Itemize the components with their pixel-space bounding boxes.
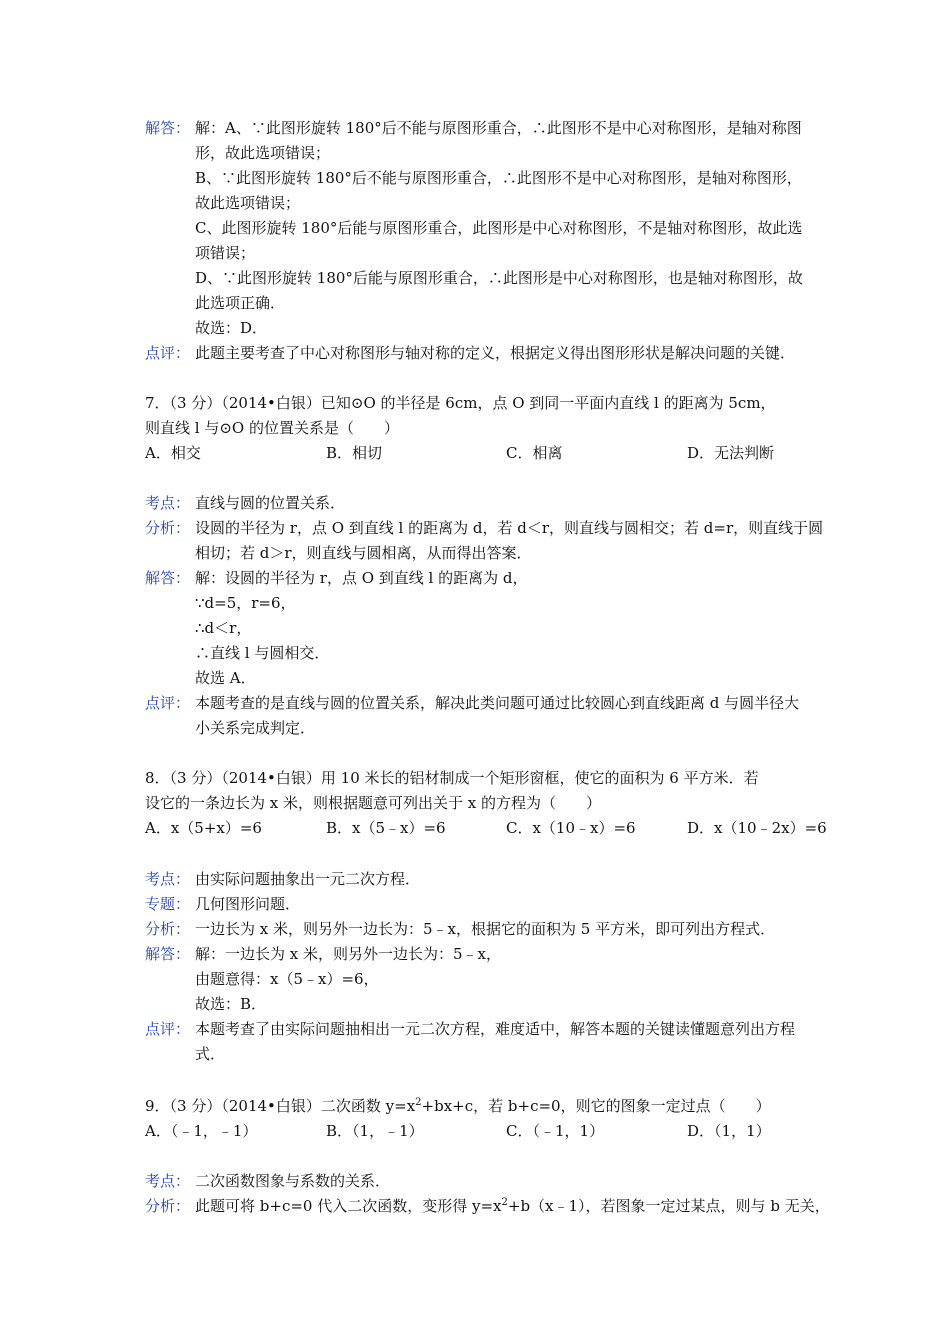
q7-analysis-label: 分析： [145,519,191,537]
q9-option-a: A．（﹣1，﹣1） [145,1122,258,1140]
q7-point-label: 考点： [145,494,191,512]
q8-answer-line: 故选：B． [195,995,267,1013]
q7-comment-label: 点评： [145,694,191,712]
q8-option-b: B．x（5﹣x）=6 [326,819,446,837]
q6-answer-line: 形，故此选项错误； [195,144,331,162]
q8-answer-line: 解：一边长为 x 米，则另外一边长为：5﹣x， [195,945,502,963]
q8-answer-label: 解答： [145,945,191,963]
q9-option-b: B．（1，﹣1） [326,1122,424,1140]
q8-point-label: 考点： [145,870,191,888]
q9-stem: 9．（3 分）（2014•白银）二次函数 $y=x^2+bx+c$，若 b+c=0，则它的图象一定过点（ ） [145,1097,771,1115]
q8-comment-line: 本题考查了由实际问题抽相出一元二次方程，难度适中，解答本题的关键读懂题意列出方程 [195,1020,796,1038]
q6-comment-line: 此题主要考查了中心对称图形与轴对称的定义，根据定义得出图形形状是解决问题的关键． [195,344,796,362]
q7-option-b: B．相切 [326,444,383,462]
q6-answer-line: C、此图形旋转 180°后能与原图形重合，此图形是中心对称图形，不是轴对称图形，故此选 [195,219,803,237]
q7-option-a: A．相交 [145,444,201,462]
q7-point-line: 直线与圆的位置关系． [195,494,346,512]
q6-answer-label: 解答： [145,119,191,137]
q6-answer-line: D、∵此图形旋转 180°后能与原图形重合，∴此图形是中心对称图形，也是轴对称图形，故 [195,269,803,287]
q6-answer-line: 故此选项错误； [195,194,301,212]
q8-analysis-label: 分析： [145,920,191,938]
q9-option-d: D．（1，1） [687,1122,771,1140]
q9-analysis-exponent: 2 [501,1197,508,1208]
q8-stem-line: 8．（3 分）（2014•白银）用 10 米长的铝材制成一个矩形窗框，使它的面积为 6 平方米．若 [145,769,759,787]
q9-point-line: 二次函数图象与系数的关系． [195,1172,391,1190]
q6-answer-line: 项错误； [195,244,256,262]
q9-analysis-line: 此题可将 b+c=0 代入二次函数，变形得 $y=x^2+b(x﹣1)$，若图象一定过某点，则与 b 无关， [195,1197,830,1215]
q7-answer-label: 解答： [145,569,191,587]
q8-option-c: C．x（10﹣x）=6 [506,819,636,837]
q7-option-d: D．无法判断 [687,444,775,462]
q9-option-c: C．（﹣1，1） [506,1122,605,1140]
q8-comment-label: 点评： [145,1020,191,1038]
q7-comment-line: 本题考查的是直线与圆的位置关系，解决此类问题可通过比较圆心到直线距离 d 与圆半径大 [195,694,800,712]
q8-point-line: 由实际问题抽象出一元二次方程． [195,870,421,888]
q7-analysis-line: 相切；若 d＞r，则直线与圆相离，从而得出答案． [195,544,532,562]
q7-stem-line: 7．（3 分）（2014•白银）已知⊙O 的半径是 6cm，点 O 到同一平面内直线 l 的距离为 5cm， [145,394,776,412]
q8-analysis-line: 一边长为 x 米，则另外一边长为：5﹣x，根据它的面积为 5 平方米，即可列出方程式． [195,920,776,938]
q7-answer-line: ∵d=5，r=6， [195,594,296,612]
q9-point-label: 考点： [145,1172,191,1190]
q6-answer-line: 此选项正确． [195,294,286,312]
q9-stem-exponent: 2 [415,1097,422,1108]
q7-answer-line: 故选 A． [195,669,256,687]
q8-topic-line: 几何图形问题． [195,895,301,913]
q7-answer-line: ∴直线 l 与圆相交． [195,644,330,662]
q7-analysis-line: 设圆的半径为 r，点 O 到直线 l 的距离为 d，若 d＜r，则直线与圆相交；若 d=r，则直线于圆 [195,519,824,537]
q6-comment-label: 点评： [145,344,191,362]
q8-stem-line: 设它的一条边长为 x 米，则根据题意可列出关于 x 的方程为（ ） [145,794,601,812]
q6-answer-line: 解：A、∵此图形旋转 180°后不能与原图形重合，∴此图形不是中心对称图形，是轴对称图 [195,119,802,137]
q7-answer-line: 解：设圆的半径为 r，点 O 到直线 l 的距离为 d， [195,569,528,587]
q7-comment-line: 小关系完成判定． [195,719,316,737]
q8-answer-line: 由题意得：x（5﹣x）=6， [195,970,379,988]
q7-answer-line: ∴d＜r， [195,619,252,637]
q7-stem-line: 则直线 l 与⊙O 的位置关系是（ ） [145,419,399,437]
q6-answer-line: B、∵此图形旋转 180°后不能与原图形重合，∴此图形不是中心对称图形，是轴对称图形， [195,169,802,187]
q8-comment-line: 式． [195,1045,226,1063]
q9-analysis-label: 分析： [145,1197,191,1215]
q8-option-d: D．x（10﹣2x）=6 [687,819,827,837]
q8-topic-label: 专题： [145,895,191,913]
q6-answer-line: 故选：D． [195,319,268,337]
q7-option-c: C．相离 [506,444,563,462]
q8-option-a: A．x（5+x）=6 [145,819,262,837]
